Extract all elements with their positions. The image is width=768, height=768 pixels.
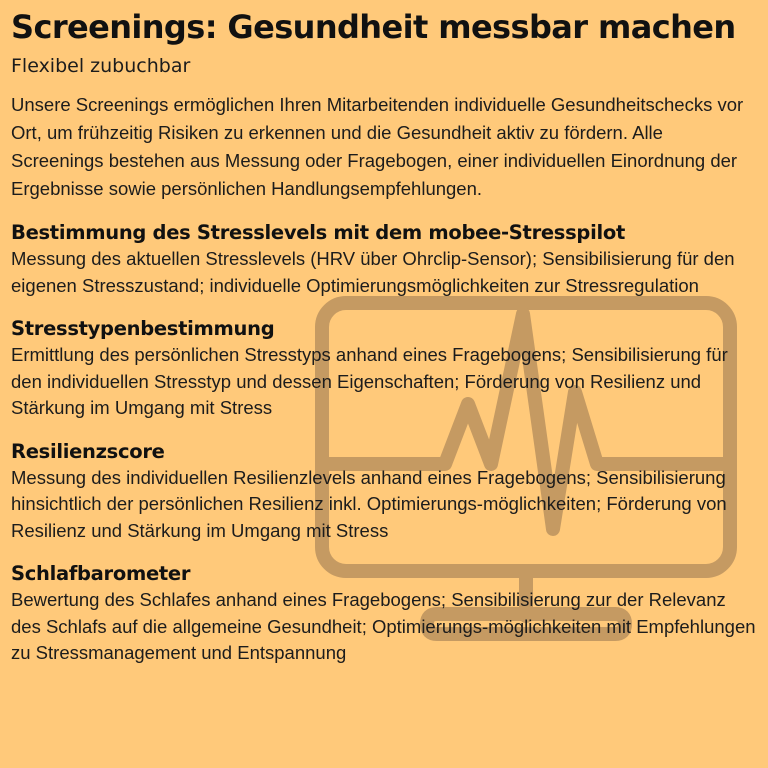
section-schlaf — [11, 561, 758, 667]
section-stresstyp — [11, 316, 758, 422]
page-subtitle: Flexibel zubuchbar — [11, 55, 191, 77]
section-text: Messung des aktuellen Stresslevels (HRV über Ohrclip-Sensor); Sensibilisierung für den eigenen Stresszustand; individuelle Optimierungsmöglichkeiten zur Stressregulation — [11, 248, 735, 296]
section-text: Bewertung des Schlafes anhand eines Fragebogens; Sensibilisierung zur der Relevanz des Schlafs auf die allgemeine Gesundheit; Optimierungs-möglichkeiten mit Empfehlungen zu Stressmanagement und Entspannung — [11, 589, 756, 663]
section-heading: Stresstypenbestimmung — [11, 317, 275, 340]
section-stresslevel — [11, 220, 758, 299]
section-resilienz — [11, 439, 758, 545]
intro-paragraph: Unsere Screenings ermöglichen Ihren Mitarbeitenden individuelle Gesundheitschecks vor Ort, um frühzeitig Risiken zu erkennen und die Gesundheit aktiv zu fördern. Alle Screenings bestehen aus Messung oder Fragebogen, einer individuellen Einordnung der Ergebnisse sowie persönlichen Handlungsempfehlungen. — [11, 94, 744, 199]
section-heading: Schlafbarometer — [11, 562, 191, 585]
section-text: Ermittlung des persönlichen Stresstyps anhand eines Fragebogens; Sensibilisierung für den individuellen Stresstyp und dessen Eigenschaften; Förderung von Resilienz und Stärkung im Umgang mit Stress — [11, 344, 728, 418]
section-heading: Bestimmung des Stresslevels mit dem mobee-Stresspilot — [11, 221, 625, 244]
section-text: Messung des individuellen Resilienzlevels anhand eines Fragebogens; Sensibilisierung hinsichtlich der persönlichen Resilienz inkl. Optimierungs-möglichkeiten; Förderung von Resilienz und Stärkung im Umgang mit Stress — [11, 466, 727, 541]
section-heading: Resilienzscore — [11, 439, 165, 463]
page-title: Screenings: Gesundheit messbar machen — [11, 8, 736, 46]
